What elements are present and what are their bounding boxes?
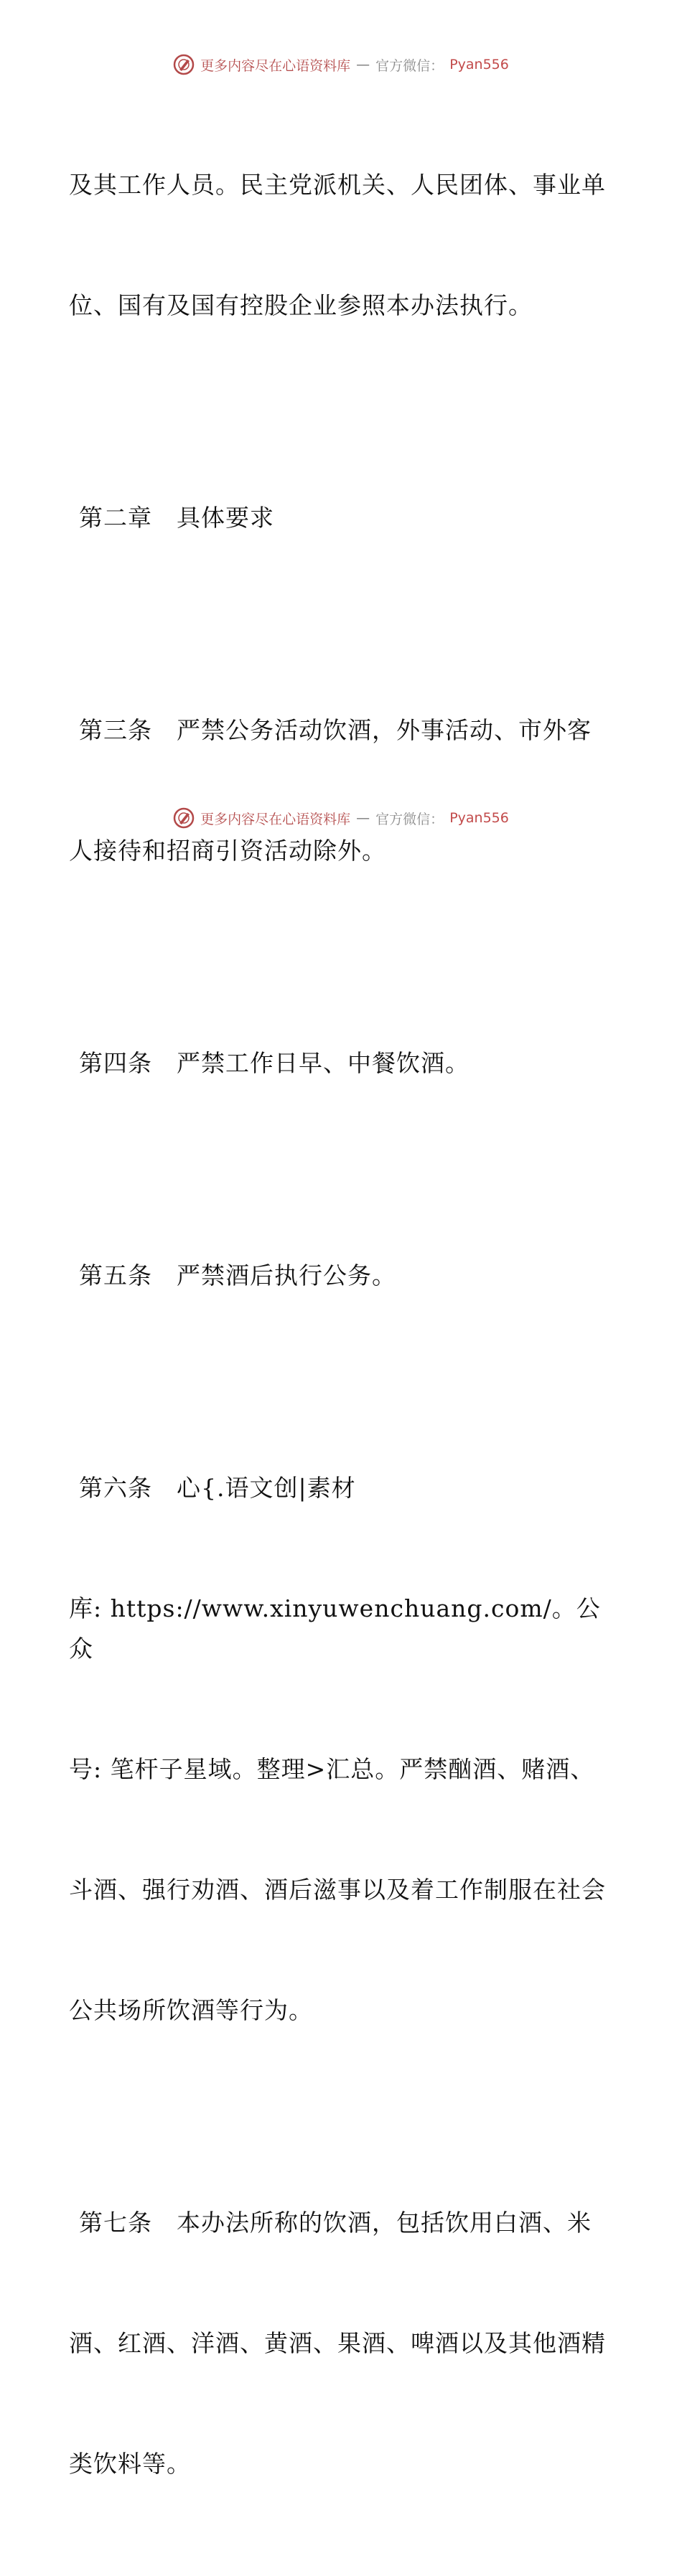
footer-banner-text: 更多内容尽在心语资料库 [200, 811, 351, 827]
footer-banner [0, 804, 682, 832]
text-line: 公共场所饮酒等行为。 [69, 1996, 313, 2024]
text-line: 人接待和招商引资活动除外。 [69, 837, 386, 865]
header-wechat-label: 官方微信： [375, 57, 444, 74]
footer-wechat-id: Pyan556 [449, 810, 509, 826]
article-3 [69, 630, 615, 951]
text-line: 酒、红酒、洋酒、黄酒、果酒、啤酒以及其他酒精 [69, 2329, 606, 2357]
text-line: 位、国有及国有控股企业参照本办法执行。 [69, 291, 533, 319]
text-line: 库: https://www.xinyuwenchuang.com/。公众 [69, 1594, 601, 1663]
pen-logo-icon [173, 54, 195, 75]
text-line: 第二章 具体要求 [79, 504, 274, 532]
text-line: 第三条 严禁公务活动饮酒，外事活动、市外客 [79, 716, 592, 744]
document-body [69, 85, 615, 2576]
article-4 [69, 963, 615, 1164]
footer-banner-separator: — [356, 810, 370, 826]
article-6 [69, 1388, 615, 2111]
article-7 [69, 2123, 615, 2565]
footer-wechat-label: 官方微信： [375, 811, 444, 827]
header-wechat-id: Pyan556 [449, 57, 509, 72]
text-line: 第七条 本办法所称的饮酒，包括饮用白酒、米 [79, 2209, 592, 2237]
text-line: 第四条 严禁工作日早、中餐饮酒。 [79, 1049, 470, 1077]
text-line: 第六条 心{.语文创|素材 [79, 1474, 356, 1502]
article-5 [69, 1175, 615, 1376]
text-line: 及其工作人员。民主党派机关、人民团体、事业单 [69, 171, 606, 199]
header-banner-text: 更多内容尽在心语资料库 [200, 57, 351, 74]
text-line: 号: 笔杆子星域。整理>汇总。严禁酗酒、赌酒、 [69, 1755, 595, 1783]
paragraph-scope [69, 85, 615, 406]
text-line: 斗酒、强行劝酒、酒后滋事以及着工作制服在社会 [69, 1876, 606, 1904]
header-banner [0, 50, 682, 79]
pen-logo-icon [173, 807, 195, 829]
text-line: 类饮料等。 [69, 2450, 191, 2478]
text-line: 第五条 严禁酒后执行公务。 [79, 1261, 396, 1289]
header-banner-separator: — [356, 57, 370, 72]
chapter-heading [69, 418, 615, 619]
